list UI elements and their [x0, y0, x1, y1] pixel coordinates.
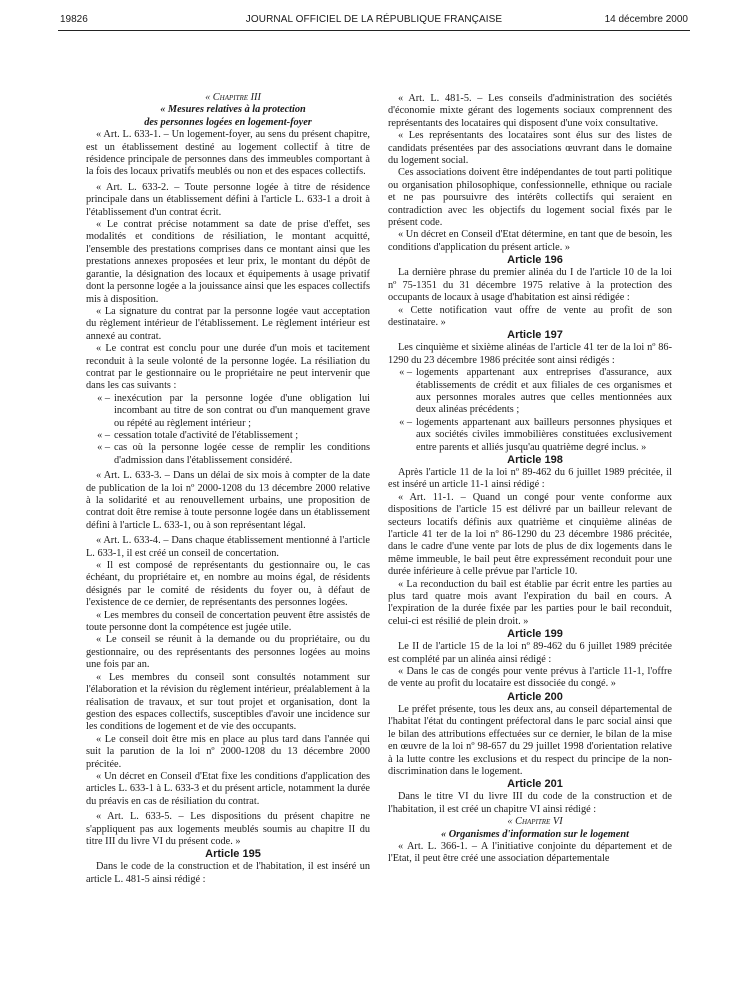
list-item: [86, 442, 370, 467]
chapter-label: « Chapitre III: [205, 92, 261, 103]
list-marker: « –: [399, 416, 412, 428]
paragraph: « Art. L. 633-4. – Dans chaque établissement mentionné à l'article L. 633-1, il est créé un conseil de concertation.: [86, 535, 370, 559]
paragraph: « Cette notification vaut offre de vente au profit de son destinataire. »: [388, 304, 672, 328]
journal-title: JOURNAL OFFICIEL DE LA RÉPUBLIQUE FRANÇAISE: [245, 14, 503, 25]
list-marker: « –: [97, 442, 110, 454]
paragraph: Le préfet présente, tous les deux ans, au conseil départemental de l'habitat l'état du contingent préfectoral dans le parc social ainsi que le bilan des attributions effectuées sur ce dernier, le bilan de la mise en œuvre de la loi nº 98-657 du 29 juillet 1998 d'orientation relative à la lutte contre les exclusions et du respect du principe de la non-discrimination dans le logement.: [388, 703, 672, 777]
paragraph: « Les représentants des locataires sont élus sur des listes de candidats présentées par des associations œuvrant dans le domaine du logement social.: [388, 130, 672, 167]
chapter-title-line: « Mesures relatives à la protection: [160, 104, 306, 116]
list-item: [86, 393, 370, 430]
list-marker: « –: [97, 429, 110, 441]
chapter-label: « Chapitre VI: [507, 816, 563, 828]
paragraph: « Il est composé de représentants du gestionnaire ou, le cas échéant, du propriétaire et, en nombre au moins égal, de résidents désignés par le comité de résidents du foyer ou, à défaut de l'existence de ce dernier, de représentants des personnes logées.: [86, 560, 370, 609]
article-heading: Article 198: [507, 453, 563, 466]
paragraph: Après l'article 11 de la loi nº 89-462 du 6 juillet 1989 précitée, il est inséré un article 11-1 ainsi rédigé :: [388, 466, 672, 491]
paragraph: Dans le titre VI du livre III du code de la construction et de l'habitation, il est créé un chapitre VI ainsi rédigé :: [388, 791, 672, 815]
article-heading: Article 201: [507, 778, 563, 791]
paragraph: « Art. L. 633-2. – Toute personne logée à titre de résidence principale dans un établissement défini à l'article L. 633-1 a droit à l'établissement d'un contrat écrit.: [86, 181, 370, 218]
list-text: cas où la personne logée cesse de remplir les conditions d'admission dans l'établissement considéré.: [114, 442, 370, 466]
article-heading: Article 195: [205, 848, 261, 861]
header-rule: [58, 30, 690, 31]
list-marker: « –: [399, 367, 412, 379]
paragraph: « Le conseil doit être mis en place au plus tard dans l'année qui suit la parution de la loi nº 2000-1208 du 13 décembre 2000 précitée.: [86, 733, 370, 770]
paragraph: Dans le code de la construction et de l'habitation, il est inséré un article L. 481-5 ainsi rédigé :: [86, 861, 370, 885]
list-item: [388, 417, 672, 454]
paragraph: « Un décret en Conseil d'Etat fixe les conditions d'application des articles L. 633-1 à L. 633-3 et du présent article, notamment la durée du préavis en cas de résiliation du contrat.: [86, 770, 370, 807]
paragraph: Le II de l'article 15 de la loi nº 89-462 du 6 juillet 1989 précitée est complété par un alinéa ainsi rédigé :: [388, 641, 672, 665]
paragraph: « Art. L. 633-5. – Les dispositions du présent chapitre ne s'appliquent pas aux logements meublés soumis au chapitre II du titre III du livre VI du présent code. »: [86, 811, 370, 847]
issue-date: 14 décembre 2000: [604, 14, 688, 25]
page-header: [60, 14, 688, 28]
paragraph: « La reconduction du bail est établie par écrit entre les parties au plus tard quatre mois avant l'expiration du bail en cours. A l'expiration de la durée fixée par les parties pour le bail reconduit, celui-ci est résilié de plein droit. »: [388, 578, 672, 627]
paragraph: « Art. L. 481-5. – Les conseils d'administration des sociétés d'économie mixte gérant des logements sociaux comprennent des représentants des locataires qui disposent d'une voix consultative.: [388, 93, 672, 129]
paragraph: « La signature du contrat par la personne logée vaut acceptation du règlement intérieur de l'établissement. Le règlement intérieur est annexé au contrat.: [86, 305, 370, 342]
paragraph: « Le conseil se réunit à la demande ou du propriétaire, ou du gestionnaire, ou des représentants des personnes logées au moins une fois par an.: [86, 634, 370, 671]
paragraph: « Le contrat précise notamment sa date de prise d'effet, ses modalités et conditions de résiliation, le montant acquitté, l'ensemble des prestations comprises dans ce montant ainsi que les prestations annexes proposées et leur prix, le montant du dépôt de garantie, la désignation des locaux et équipements à usage privatif dont la personne logée a la jouissance ainsi que les espaces collectifs mis à disposition.: [86, 219, 370, 305]
paragraph: « Les membres du conseil de concertation peuvent être assistés de toute personne dont la compétence est jugée utile.: [86, 609, 370, 634]
list-text: logements appartenant aux entreprises d'assurance, aux établissements de crédit et aux filiales de ces organismes et aux personnes morales autres que celles mentionnées aux deux alinéas précédents ;: [416, 367, 672, 416]
chapter-title: « Organismes d'information sur le logement: [441, 828, 629, 840]
article-heading: Article 199: [507, 628, 563, 641]
page-number: 19826: [60, 14, 88, 25]
paragraph: « Art. L. 633-1. – Un logement-foyer, au sens du présent chapitre, est un établissement destiné au logement collectif à titre de résidence principale de personnes dans des immeubles comportant à la fois des locaux privatifs meublés ou non et des espaces collectifs.: [86, 129, 370, 178]
article-heading: Article 197: [507, 329, 563, 342]
chapter-title-line: des personnes logées en logement-foyer: [144, 116, 312, 128]
paragraph: « Un décret en Conseil d'Etat détermine, en tant que de besoin, les conditions d'application du présent article. »: [388, 229, 672, 253]
paragraph: « Le contrat est conclu pour une durée d'un mois et tacitement reconduit à la seule volonté de la personne logée. La résiliation du contrat par le gestionnaire ou le propriétaire ne peut intervenir que dans les cas suivants :: [86, 343, 370, 392]
article-heading: Article 196: [507, 254, 563, 267]
paragraph: « Art. 11-1. – Quand un congé pour vente conforme aux dispositions de l'article 15 est délivré par un bailleur relevant de secteurs locatifs définis aux quatrième et cinquième alinéas de l'article 41 ter de la loi nº 86-1290 du 23 décembre 1986 précitée, dans le cadre d'une vente par lots de plus de dix logements dans le même immeuble, le bail peut être expressément reconduit pour une durée inférieure à celle prévue par l'article 10.: [388, 491, 672, 578]
paragraph: Les cinquième et sixième alinéas de l'article 41 ter de la loi nº 86-1290 du 23 décembre 1986 précitée sont ainsi rédigés :: [388, 342, 672, 366]
list-text: logements appartenant aux bailleurs personnes physiques et aux sociétés civiles immobilières constituées exclusivement entre parents et alliés jusqu'au quatrième degré inclus. »: [416, 416, 672, 453]
chapter-title: [86, 104, 370, 129]
paragraph: « Art. L. 633-3. – Dans un délai de six mois à compter de la date de publication de la loi nº 2000-1208 du 13 décembre 2000 relative à la solidarité et au renouvellement urbains, une proposition de contrat doit être remise à toute personne logée dans un établissement défini à l'article L. 633-1, ou à son représentant légal.: [86, 470, 370, 531]
left-column: [86, 92, 370, 886]
article-heading: Article 200: [507, 690, 563, 703]
list-item: [388, 367, 672, 417]
list-text: inexécution par la personne logée d'une obligation lui incombant au titre de son contrat ou d'un manquement grave ou répété au règlement intérieur ;: [114, 392, 370, 429]
paragraph: « Dans le cas de congés pour vente prévus à l'article 11-1, l'offre de vente au profit du locataire est dissociée du congé. »: [388, 666, 672, 690]
paragraph: La dernière phrase du premier alinéa du I de l'article 10 de la loi nº 75-1351 du 31 décembre 1975 relative à la protection des occupants de locaux à usage d'habitation est ainsi rédigée :: [388, 267, 672, 304]
right-column: [388, 93, 672, 866]
list-item: [86, 430, 370, 442]
list-marker: « –: [97, 392, 110, 404]
paragraph: Ces associations doivent être indépendantes de tout parti politique ou organisation philosophique, confessionnelle, ethnique ou raciale et ne pas poursuivre des intérêts collectifs qui seraient en contradiction avec les objectifs du logement social fixés par le présent code.: [388, 167, 672, 229]
paragraph: « Les membres du conseil sont consultés notamment sur l'élaboration et la révision du règlement intérieur, préalablement à la réalisation de travaux, et sur tout projet et organisation, dont la gestion des espaces collectifs, susceptibles d'avoir une incidence sur les conditions de logement et de vie des occupants.: [86, 671, 370, 733]
paragraph: « Art. L. 366-1. – A l'initiative conjointe du département et de l'Etat, il peut être créé une association départementale: [388, 840, 672, 865]
list-text: cessation totale d'activité de l'établissement ;: [114, 429, 299, 441]
